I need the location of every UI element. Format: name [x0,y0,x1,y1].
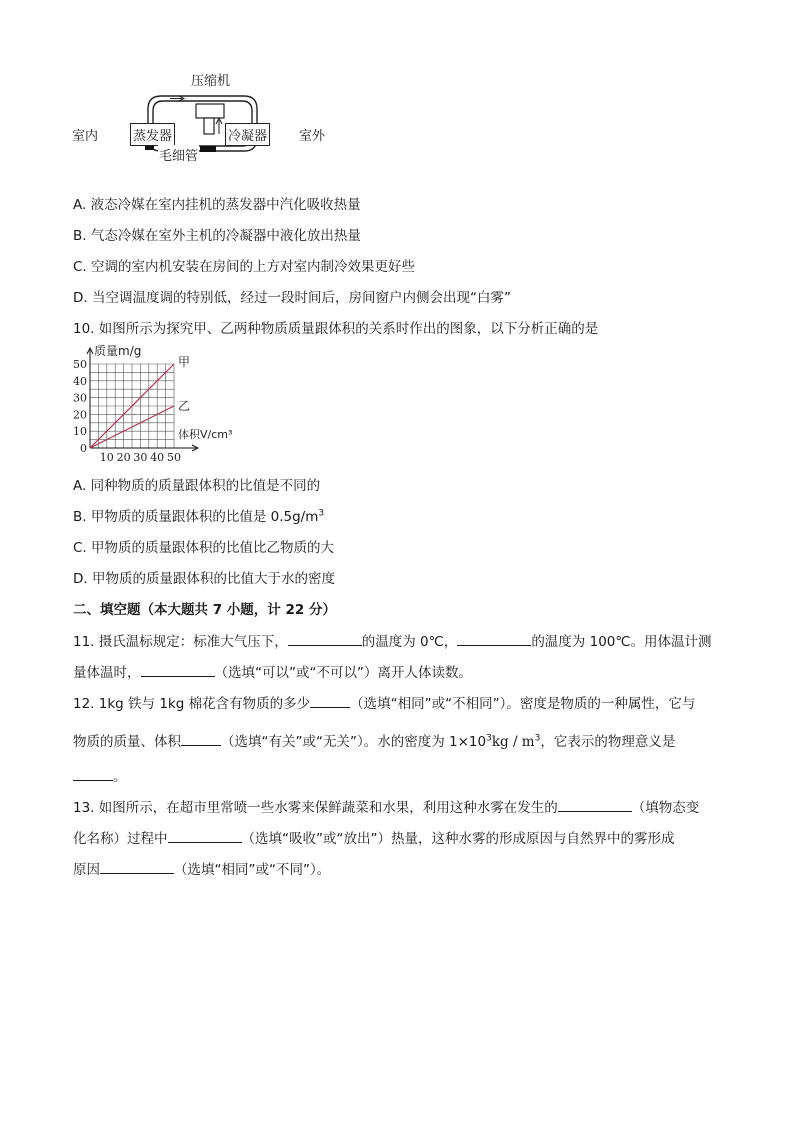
y-tick-label: 50 [73,358,87,371]
q13-line2 [73,827,674,847]
q12-line2 [73,730,675,750]
q10-stem: 10. 如图所示为探究甲、乙两种物质质量跟体积的关系时作出的图象，以下分析正确的是 [73,321,599,337]
y-tick-label: 30 [73,391,87,405]
q13-text-2: （填物态变 [631,800,700,816]
q13-text-3: 化名称）过程中 [73,831,168,847]
evaporator-box: 蒸发器 [130,123,175,146]
q13-blank-2[interactable] [168,828,242,843]
y-tick-label: 10 [73,425,87,439]
x-tick-label: 10 [99,451,114,464]
q12-text-3: 物质的质量、体积 [73,734,181,750]
q12-text-4: （选填“有关”或“无关”）。水的密度为 1×10 [221,734,487,750]
series-label-1: 甲 [178,355,191,369]
x-tick-label: 50 [167,451,181,464]
capillary-label: 毛细管 [158,145,199,164]
aircon-diagram [60,66,360,166]
q12-blank-1[interactable] [310,693,350,708]
q12-unit: kg / m [491,734,535,750]
q13-line3 [73,858,330,878]
indoor-label: 室内 [72,129,99,144]
q9-option-d: D. 当空调温度调的特别低，经过一段时间后，房间窗户内侧会出现“白雾” [73,290,511,306]
q10-option-c: C. 甲物质的质量跟体积的比值比乙物质的大 [73,540,335,556]
q11-text-1: 11. 摄氏温标规定：标准大气压下， [73,634,288,650]
q10-option-a: A. 同种物质的质量跟体积的比值是不同的 [73,478,321,494]
q10-option-d: D. 甲物质的质量跟体积的比值大于水的密度 [73,571,335,587]
q12-sup-1: 3 [486,733,492,744]
q12-text-1: 12. 1kg 铁与 1kg 棉花含有物质的多少 [73,696,311,712]
q9-option-c: C. 空调的室内机安装在房间的上方对室内制冷效果更好些 [73,259,416,275]
q11-line2 [73,661,472,681]
q12-blank-2[interactable] [181,731,221,746]
q12-text-2: （选填“相同”或“不相同”）。密度是物质的一种属性，它与 [350,696,696,712]
q12-line3 [73,765,127,785]
q11-blank-1[interactable] [288,631,362,646]
q13-text-6: （选填“相同”或“不同”）。 [174,862,331,878]
x-tick-label: 40 [150,451,165,464]
q11-text-3: 的温度为 100℃。用体温计测 [531,634,712,650]
q12-blank-3[interactable] [73,766,113,781]
chart-svg [68,340,258,470]
y-tick-label: 40 [73,374,87,388]
condenser-box: 冷凝器 [225,123,270,146]
q11-blank-3[interactable] [141,662,215,677]
q11-text-4: 量体温时， [73,665,141,681]
y-tick-label: 0 [80,442,87,455]
y-axis-label: 质量m/g [94,344,142,358]
y-tick-label: 20 [73,408,87,422]
q12-text-7: 。 [113,769,127,785]
q13-line1 [73,796,699,816]
section-heading: 二、填空题（本大题共 7 小题，计 22 分） [73,602,336,618]
q10-option-b-text: B. 甲物质的质量跟体积的比值是 0.5g/m [73,509,319,525]
x-axis-label: 体积V/cm³ [178,428,233,441]
mass-volume-chart [68,340,258,470]
q11-text-2: 的温度为 0℃， [361,634,458,650]
series-label-2: 乙 [178,399,191,413]
q13-text-5: 原因 [73,862,100,878]
q11-line1 [73,630,712,650]
compressor-label: 压缩机 [191,74,231,89]
q10-option-b-sup: 3 [318,508,325,519]
q12-sup-2: 3 [534,733,541,744]
q12-line1 [73,692,695,712]
q9-option-a: A. 液态冷媒在室内挂机的蒸发器中汽化吸收热量 [73,197,361,213]
x-tick-label: 30 [133,451,148,464]
q9-option-b: B. 气态冷媒在室外主机的冷凝器中液化放出热量 [73,228,361,244]
q13-text-1: 13. 如图所示，在超市里常喷一些水雾来保鲜蔬菜和水果，利用这种水雾在发生的 [73,800,558,816]
q13-blank-1[interactable] [558,797,632,812]
outdoor-label: 室外 [299,129,326,144]
q12-text-6: ，它表示的物理意义是 [540,734,676,750]
q11-blank-2[interactable] [457,631,531,646]
q11-text-5: （选填“可以”或“不可以”）离开人体读数。 [214,665,472,681]
q13-blank-3[interactable] [100,859,174,874]
q10-option-b [73,505,324,525]
x-tick-label: 20 [116,451,131,464]
q13-text-4: （选填“吸收”或“放出”）热量，这种水雾的形成原因与自然界中的雾形成 [241,831,675,847]
